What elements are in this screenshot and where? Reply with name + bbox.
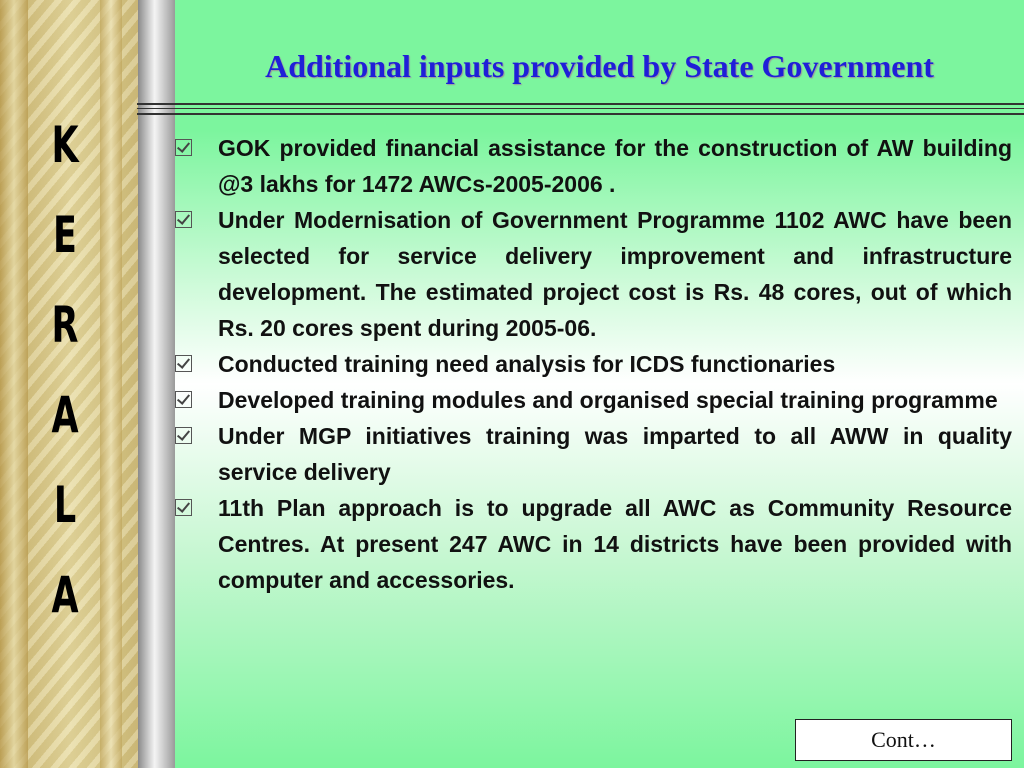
checkbox-icon: [175, 211, 192, 228]
side-letter: E: [53, 206, 77, 264]
checkbox-icon: [175, 499, 192, 516]
kerala-vertical-text: [40, 100, 90, 640]
bullet-item: [175, 418, 1024, 490]
bullet-item: [175, 346, 1024, 382]
checkbox-icon: [175, 427, 192, 444]
bullet-text: Conducted training need analysis for ICDS functionaries: [218, 351, 836, 377]
bullet-item: [175, 202, 1024, 346]
side-letter: K: [51, 116, 79, 174]
continue-button[interactable]: Cont…: [795, 719, 1012, 761]
side-letter: A: [51, 566, 79, 624]
decorative-pillar: [0, 0, 28, 768]
side-letter: L: [53, 476, 77, 534]
title-divider: [137, 103, 1024, 105]
bullet-item: [175, 490, 1024, 598]
checkbox-icon: [175, 391, 192, 408]
title-divider: [137, 108, 1024, 109]
bullet-item: [175, 382, 1024, 418]
title-divider: [137, 113, 1024, 115]
decorative-pillar: [138, 0, 175, 768]
slide-title: Additional inputs provided by State Government: [265, 48, 934, 84]
side-letter: R: [51, 296, 79, 354]
bullet-text: Under Modernisation of Government Programme 1102 AWC have been selected for service delivery improvement and infrastructure development. The estimated project cost is Rs. 48 cores, out of which Rs. 20 cores spent during 2005-06.: [218, 207, 1012, 341]
checkbox-icon: [175, 139, 192, 156]
checkbox-icon: [175, 355, 192, 372]
bullet-item: [175, 130, 1024, 202]
bullet-text: GOK provided financial assistance for the construction of AW building @3 lakhs for 1472 AWCs-2005-2006 .: [218, 135, 1012, 197]
slide-content: [175, 0, 1024, 768]
decorative-side-panel: [0, 0, 175, 768]
bullet-list: [175, 130, 1024, 598]
side-letter: A: [51, 386, 79, 444]
bullet-text: Under MGP initiatives training was imparted to all AWW in quality service delivery: [218, 423, 1012, 485]
decorative-pillar: [100, 0, 122, 768]
bullet-text: 11th Plan approach is to upgrade all AWC as Community Resource Centres. At present 247 AWC in 14 districts have been provided with computer and accessories.: [218, 495, 1012, 593]
bullet-text: Developed training modules and organised special training programme: [218, 387, 998, 413]
